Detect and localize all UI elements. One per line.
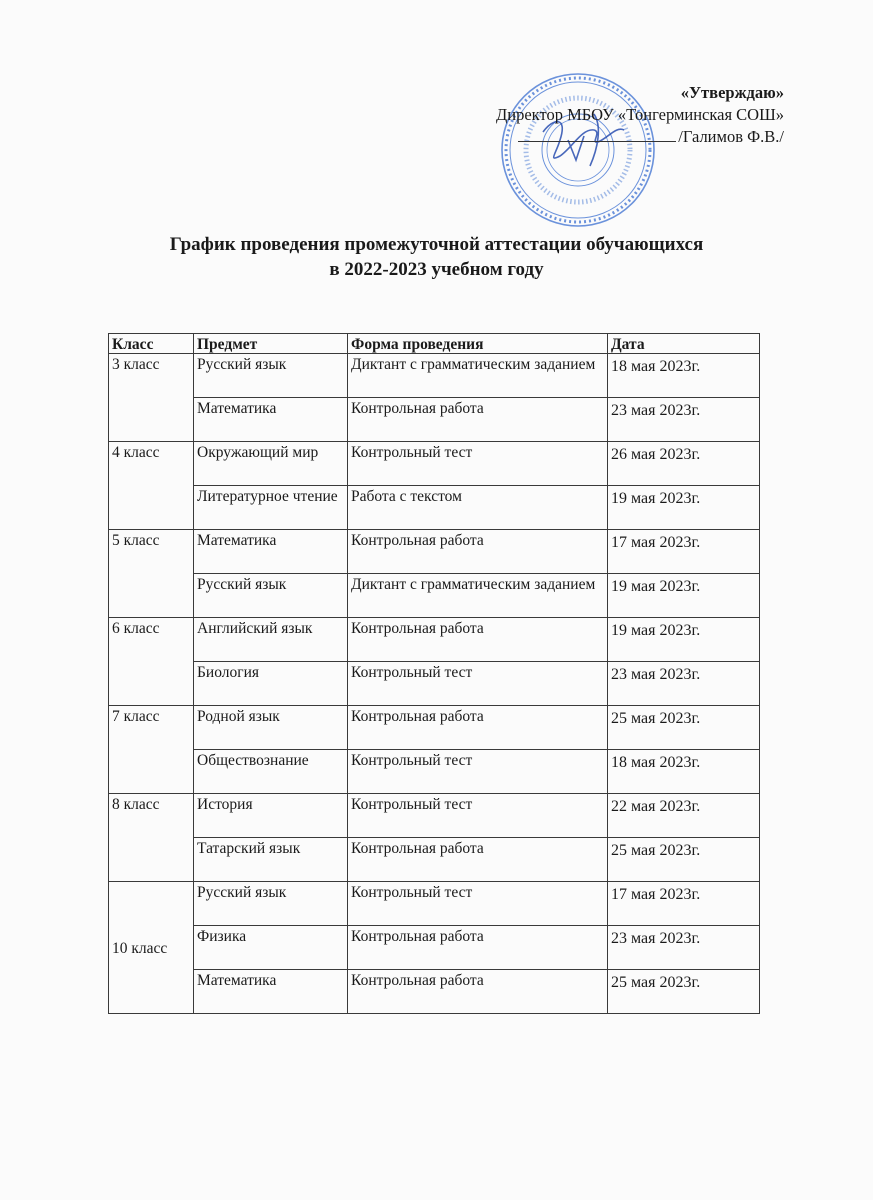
date-cell: 19 мая 2023г. — [608, 574, 760, 618]
form-cell: Контрольная работа — [348, 838, 608, 882]
approval-heading: «Утверждаю» — [680, 83, 784, 102]
date-cell: 18 мая 2023г. — [608, 750, 760, 794]
attestation-schedule-table — [108, 333, 760, 1014]
table-row — [109, 618, 760, 662]
date-cell: 17 мая 2023г. — [608, 882, 760, 926]
table-row — [109, 530, 760, 574]
form-cell: Работа с текстом — [348, 486, 608, 530]
table-row — [109, 882, 760, 926]
subject-cell: История — [194, 794, 348, 838]
signature-line-row — [496, 126, 784, 148]
title-line-1: График проведения промежуточной аттестации обучающихся — [169, 234, 704, 255]
class-cell: 8 класс — [109, 794, 194, 882]
table-row — [109, 662, 760, 706]
subject-cell: Физика — [194, 926, 348, 970]
subject-cell: Обществознание — [194, 750, 348, 794]
form-cell: Контрольная работа — [348, 926, 608, 970]
subject-cell: Родной язык — [194, 706, 348, 750]
subject-cell: Английский язык — [194, 618, 348, 662]
form-cell: Контрольная работа — [348, 618, 608, 662]
subject-cell: Математика — [194, 398, 348, 442]
date-cell: 23 мая 2023г. — [608, 398, 760, 442]
title-line-2: в 2022-2023 учебном году — [329, 259, 544, 280]
header-date: Дата — [608, 334, 760, 354]
subject-cell: Математика — [194, 970, 348, 1014]
table-row — [109, 926, 760, 970]
class-cell: 4 класс — [109, 442, 194, 530]
form-cell: Контрольный тест — [348, 662, 608, 706]
table-row — [109, 970, 760, 1014]
date-cell: 25 мая 2023г. — [608, 706, 760, 750]
form-cell: Диктант с грамматическим заданием — [348, 354, 608, 398]
class-cell: 7 класс — [109, 706, 194, 794]
header-class: Класс — [109, 334, 194, 354]
date-cell: 25 мая 2023г. — [608, 838, 760, 882]
date-cell: 18 мая 2023г. — [608, 354, 760, 398]
table-row — [109, 398, 760, 442]
date-cell: 26 мая 2023г. — [608, 442, 760, 486]
form-cell: Контрольная работа — [348, 706, 608, 750]
table-header-row — [109, 334, 760, 354]
table-row — [109, 838, 760, 882]
class-cell: 10 класс — [109, 882, 194, 1014]
class-cell: 5 класс — [109, 530, 194, 618]
subject-cell: Биология — [194, 662, 348, 706]
subject-cell: Русский язык — [194, 574, 348, 618]
table-row — [109, 706, 760, 750]
date-cell: 19 мая 2023г. — [608, 618, 760, 662]
class-cell: 6 класс — [109, 618, 194, 706]
subject-cell: Русский язык — [194, 882, 348, 926]
date-cell: 25 мая 2023г. — [608, 970, 760, 1014]
form-cell: Контрольный тест — [348, 750, 608, 794]
table-row — [109, 442, 760, 486]
table-row — [109, 354, 760, 398]
date-cell: 22 мая 2023г. — [608, 794, 760, 838]
subject-cell: Татарский язык — [194, 838, 348, 882]
date-cell: 23 мая 2023г. — [608, 662, 760, 706]
page-title — [0, 232, 873, 282]
subject-cell: Литературное чтение — [194, 486, 348, 530]
form-cell: Контрольный тест — [348, 882, 608, 926]
date-cell: 23 мая 2023г. — [608, 926, 760, 970]
form-cell: Контрольный тест — [348, 794, 608, 838]
table-row — [109, 574, 760, 618]
subject-cell: Русский язык — [194, 354, 348, 398]
date-cell: 17 мая 2023г. — [608, 530, 760, 574]
director-name: /Галимов Ф.В./ — [678, 127, 784, 146]
director-position: Директор МБОУ «Тонгерминская СОШ» — [496, 105, 784, 124]
header-subject: Предмет — [194, 334, 348, 354]
form-cell: Диктант с грамматическим заданием — [348, 574, 608, 618]
header-form: Форма проведения — [348, 334, 608, 354]
table-row — [109, 486, 760, 530]
subject-cell: Окружающий мир — [194, 442, 348, 486]
subject-cell: Математика — [194, 530, 348, 574]
signature-line — [518, 127, 676, 142]
form-cell: Контрольный тест — [348, 442, 608, 486]
table-row — [109, 750, 760, 794]
date-cell: 19 мая 2023г. — [608, 486, 760, 530]
table-row — [109, 794, 760, 838]
class-cell: 3 класс — [109, 354, 194, 442]
approval-block — [496, 82, 784, 148]
form-cell: Контрольная работа — [348, 530, 608, 574]
form-cell: Контрольная работа — [348, 970, 608, 1014]
form-cell: Контрольная работа — [348, 398, 608, 442]
